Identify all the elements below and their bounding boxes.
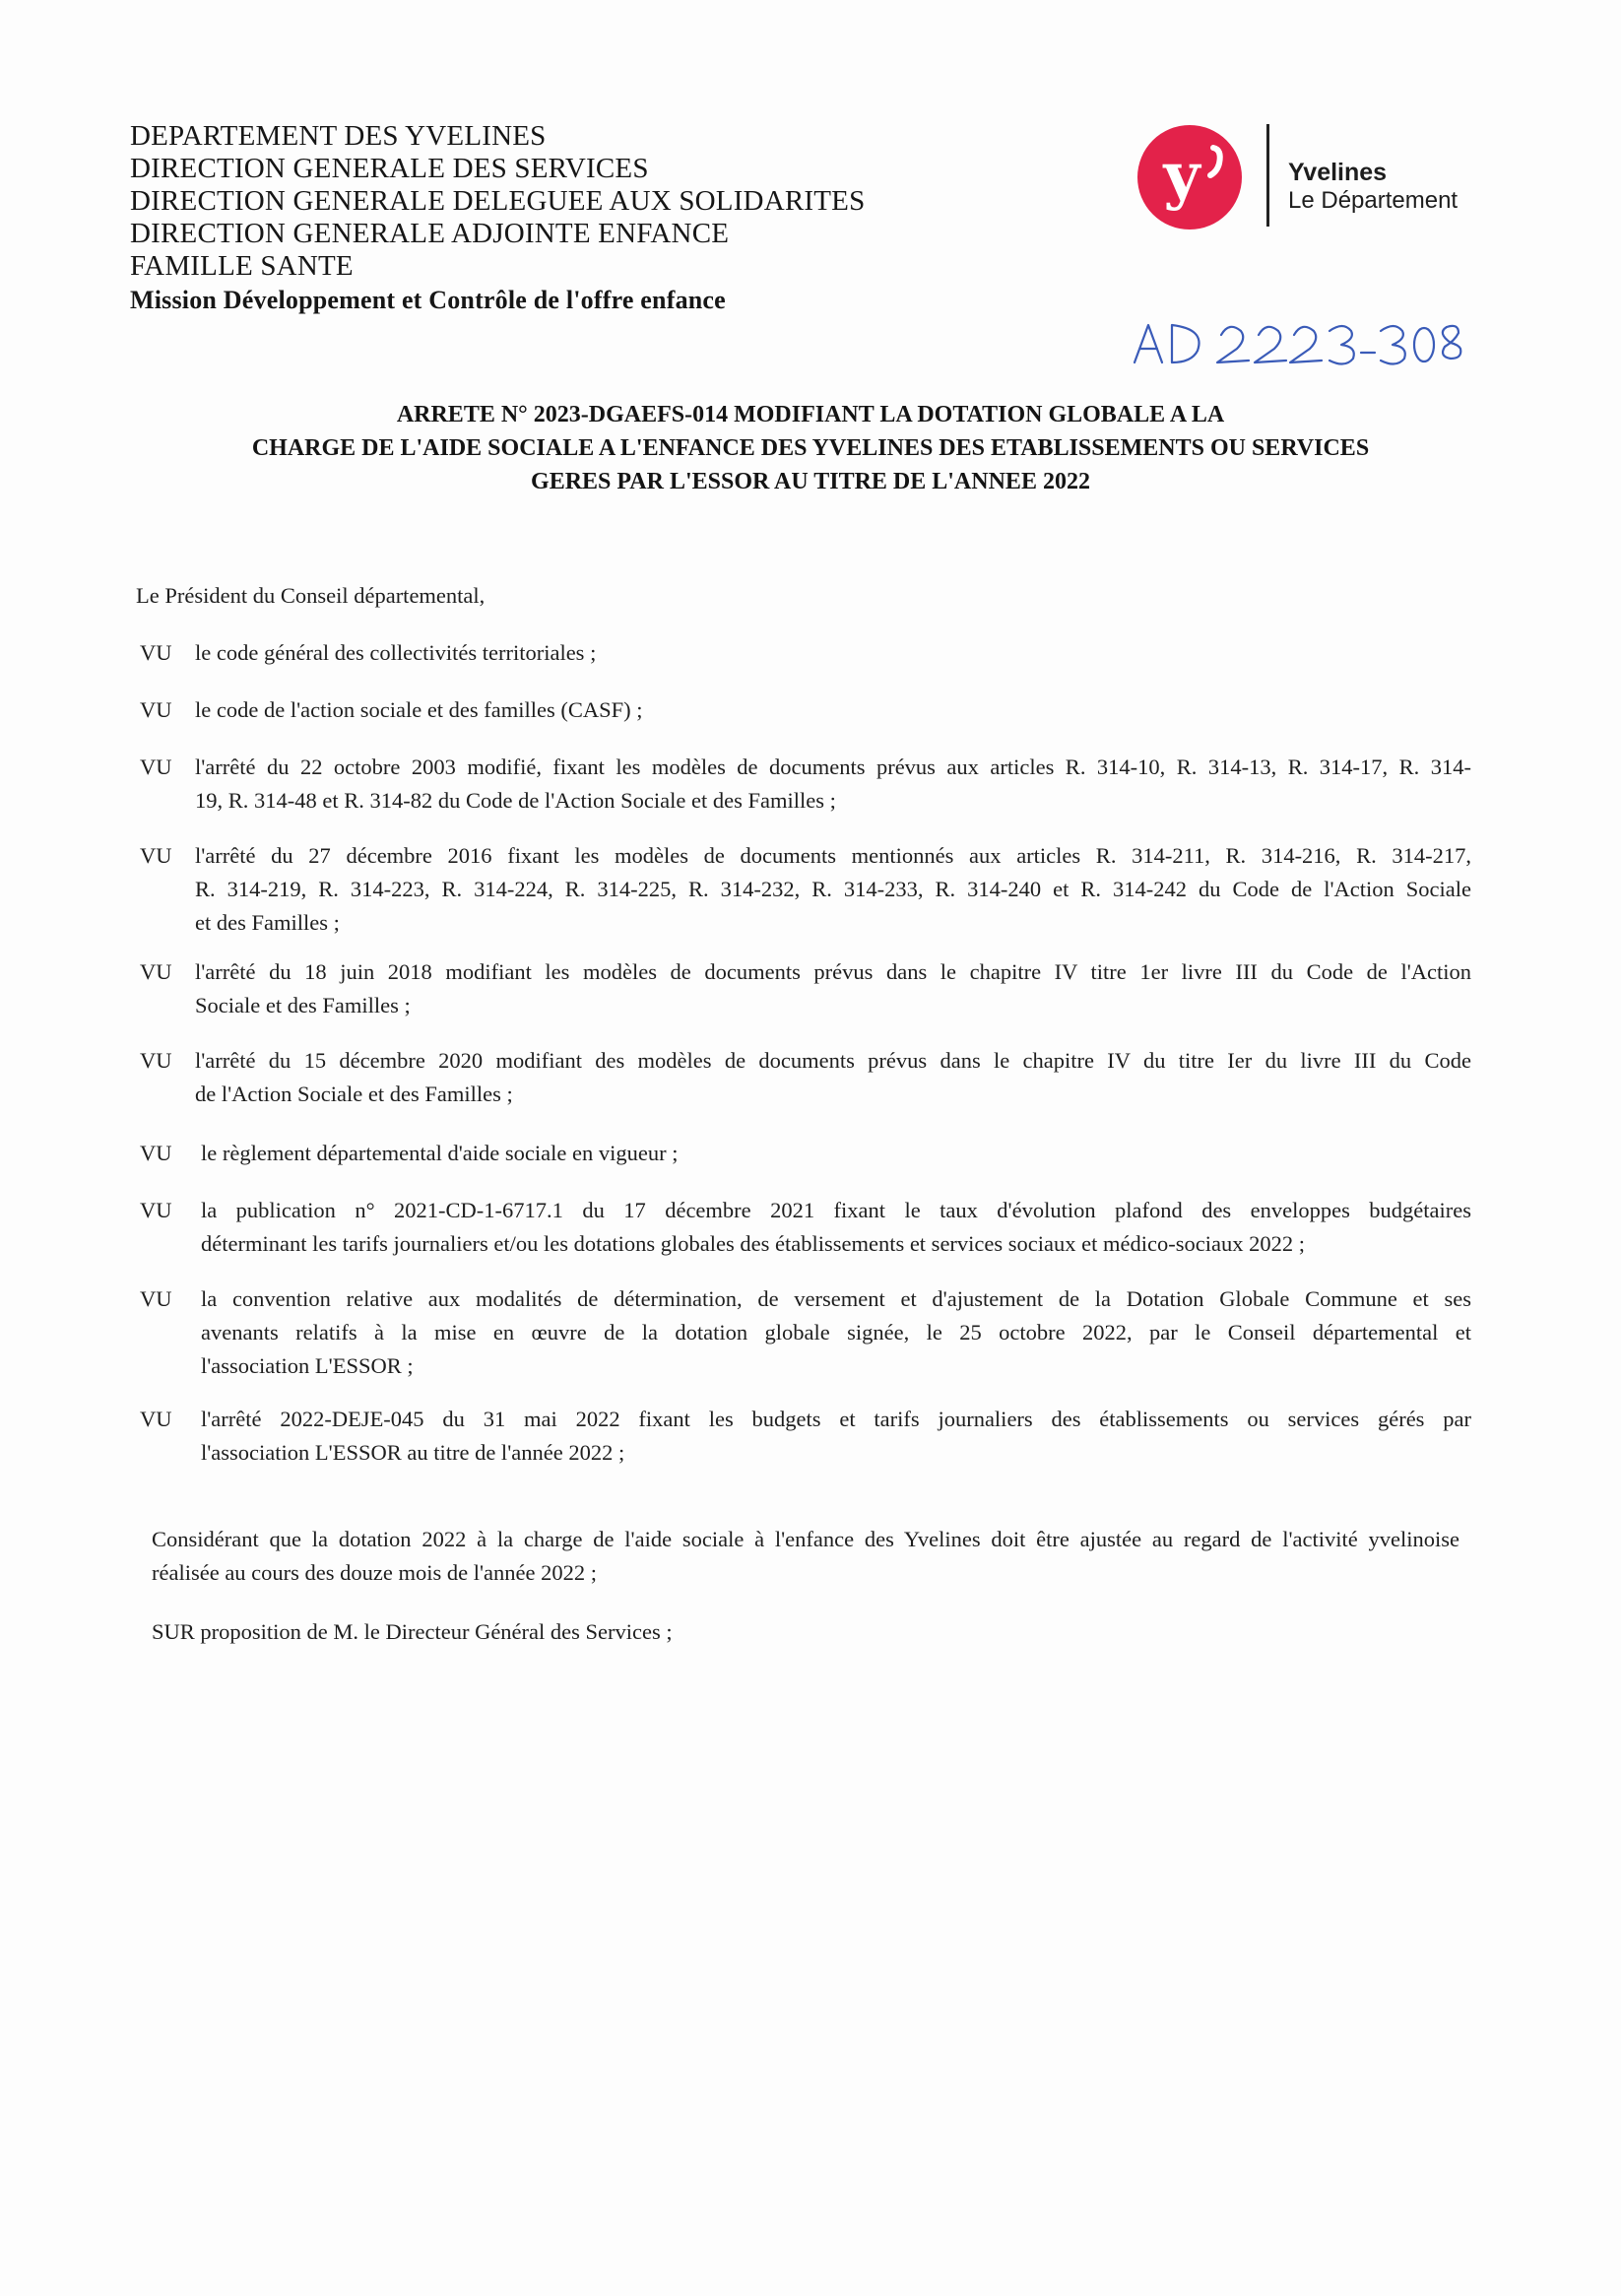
considerant-line: réalisée au cours des douze mois de l'année 2022 ; bbox=[152, 1560, 598, 1585]
president-line: Le Président du Conseil départemental, bbox=[136, 583, 486, 608]
vu-prefix: VU bbox=[140, 1286, 172, 1311]
vu-prefix: VU bbox=[140, 1048, 172, 1073]
logo-text bbox=[1288, 158, 1458, 215]
vu-item bbox=[140, 1403, 1471, 1470]
vu-text: la convention relative aux modalités de détermination, de versement et d'ajustement de la Dotation Globale Commune et ses bbox=[201, 1286, 1471, 1311]
vu-text: et des Familles ; bbox=[195, 910, 340, 935]
vu-text: l'arrêté du 15 décembre 2020 modifiant des modèles de documents prévus dans le chapitre IV du titre Ier du livre III du Code bbox=[195, 1048, 1471, 1073]
mission-line: Mission Développement et Contrôle de l'offre enfance bbox=[130, 286, 726, 314]
logo-subtitle: Le Département bbox=[1288, 187, 1459, 214]
vu-item bbox=[140, 751, 1471, 818]
vu-text: l'arrêté du 22 octobre 2003 modifié, fixant les modèles de documents prévus aux articles R. 314-10, R. 314-13, R. 314-17, R. 314- bbox=[195, 754, 1471, 779]
issuer-line: DIRECTION GENERALE DES SERVICES bbox=[130, 153, 649, 184]
vu-prefix: VU bbox=[140, 1407, 172, 1431]
considerant-paragraph bbox=[152, 1523, 1459, 1590]
decree-title bbox=[118, 398, 1503, 498]
sur-proposition-line: SUR proposition de M. le Directeur Général des Services ; bbox=[152, 1619, 673, 1644]
vu-text: R. 314-219, R. 314-223, R. 314-224, R. 314-225, R. 314-232, R. 314-233, R. 314-240 et R. 314-242 du Code de l'Action Sociale bbox=[195, 877, 1471, 901]
vu-text: l'association L'ESSOR au titre de l'année 2022 ; bbox=[201, 1440, 625, 1465]
vu-item bbox=[140, 1194, 1471, 1261]
logo-divider bbox=[1266, 124, 1269, 227]
vu-item bbox=[140, 1137, 1471, 1170]
vu-text: l'arrêté du 27 décembre 2016 fixant les modèles de documents mentionnés aux articles R. 314-211, R. 314-216, R. 314-217, bbox=[195, 843, 1471, 868]
title-line: GERES PAR L'ESSOR AU TITRE DE L'ANNEE 2022 bbox=[531, 469, 1090, 494]
vu-item bbox=[140, 1044, 1471, 1111]
vu-text: déterminant les tarifs journaliers et/ou les dotations globales des établissements et services sociaux et médico-sociaux 2022 ; bbox=[201, 1231, 1305, 1256]
vu-item bbox=[140, 839, 1471, 940]
vu-prefix: VU bbox=[140, 640, 172, 665]
vu-item bbox=[140, 1282, 1471, 1383]
vu-prefix: VU bbox=[140, 959, 172, 984]
logo-name: Yvelines bbox=[1288, 159, 1388, 186]
vu-text: l'arrêté du 18 juin 2018 modifiant les modèles de documents prévus dans le chapitre IV titre 1er livre III du Code de l'Action bbox=[195, 959, 1471, 984]
title-line: CHARGE DE L'AIDE SOCIALE A L'ENFANCE DES YVELINES DES ETABLISSEMENTS OU SERVICES bbox=[251, 435, 1370, 461]
handwritten-reference bbox=[1131, 313, 1465, 372]
vu-item bbox=[140, 955, 1471, 1022]
vu-prefix: VU bbox=[140, 754, 172, 779]
vu-prefix: VU bbox=[140, 697, 172, 722]
considerant-line: Considérant que la dotation 2022 à la charge de l'aide sociale à l'enfance des Yvelines doit être ajustée au regard de l'activité yvelinoise bbox=[152, 1527, 1459, 1551]
vu-item bbox=[140, 636, 1471, 670]
issuer-line: DIRECTION GENERALE ADJOINTE ENFANCE bbox=[130, 218, 730, 249]
vu-prefix: VU bbox=[140, 843, 172, 868]
vu-text: l'association L'ESSOR ; bbox=[201, 1353, 414, 1378]
vu-prefix: VU bbox=[140, 1141, 172, 1165]
vu-text: Sociale et des Familles ; bbox=[195, 993, 411, 1017]
vu-text: le règlement départemental d'aide sociale en vigueur ; bbox=[201, 1141, 679, 1165]
issuer-header bbox=[130, 120, 1016, 317]
yvelines-logo bbox=[1136, 120, 1491, 234]
vu-text: la publication n° 2021-CD-1-6717.1 du 17 décembre 2021 fixant le taux d'évolution plafond des enveloppes budgétaires bbox=[201, 1198, 1471, 1222]
vu-text: avenants relatifs à la mise en œuvre de la dotation globale signée, le 25 octobre 2022, par le Conseil départemental et bbox=[201, 1320, 1471, 1345]
vu-text: de l'Action Sociale et des Familles ; bbox=[195, 1082, 513, 1106]
issuer-line: DEPARTEMENT DES YVELINES bbox=[130, 120, 547, 152]
title-line: ARRETE N° 2023-DGAEFS-014 MODIFIANT LA DOTATION GLOBALE A LA bbox=[396, 402, 1225, 427]
vu-item bbox=[140, 693, 1471, 727]
vu-text: le code général des collectivités territoriales ; bbox=[195, 640, 597, 665]
issuer-line: FAMILLE SANTE bbox=[130, 250, 354, 282]
vu-text: l'arrêté 2022-DEJE-045 du 31 mai 2022 fixant les budgets et tarifs journaliers des établissements ou services gérés par bbox=[201, 1407, 1471, 1431]
issuer-line: DIRECTION GENERALE DELEGUEE AUX SOLIDARITES bbox=[130, 185, 866, 217]
vu-text: le code de l'action sociale et des familles (CASF) ; bbox=[195, 697, 643, 722]
vu-text: 19, R. 314-48 et R. 314-82 du Code de l'Action Sociale et des Familles ; bbox=[195, 788, 836, 813]
svg-text:y: y bbox=[1163, 139, 1200, 213]
yvelines-logo-icon bbox=[1136, 124, 1243, 230]
vu-prefix: VU bbox=[140, 1198, 172, 1222]
